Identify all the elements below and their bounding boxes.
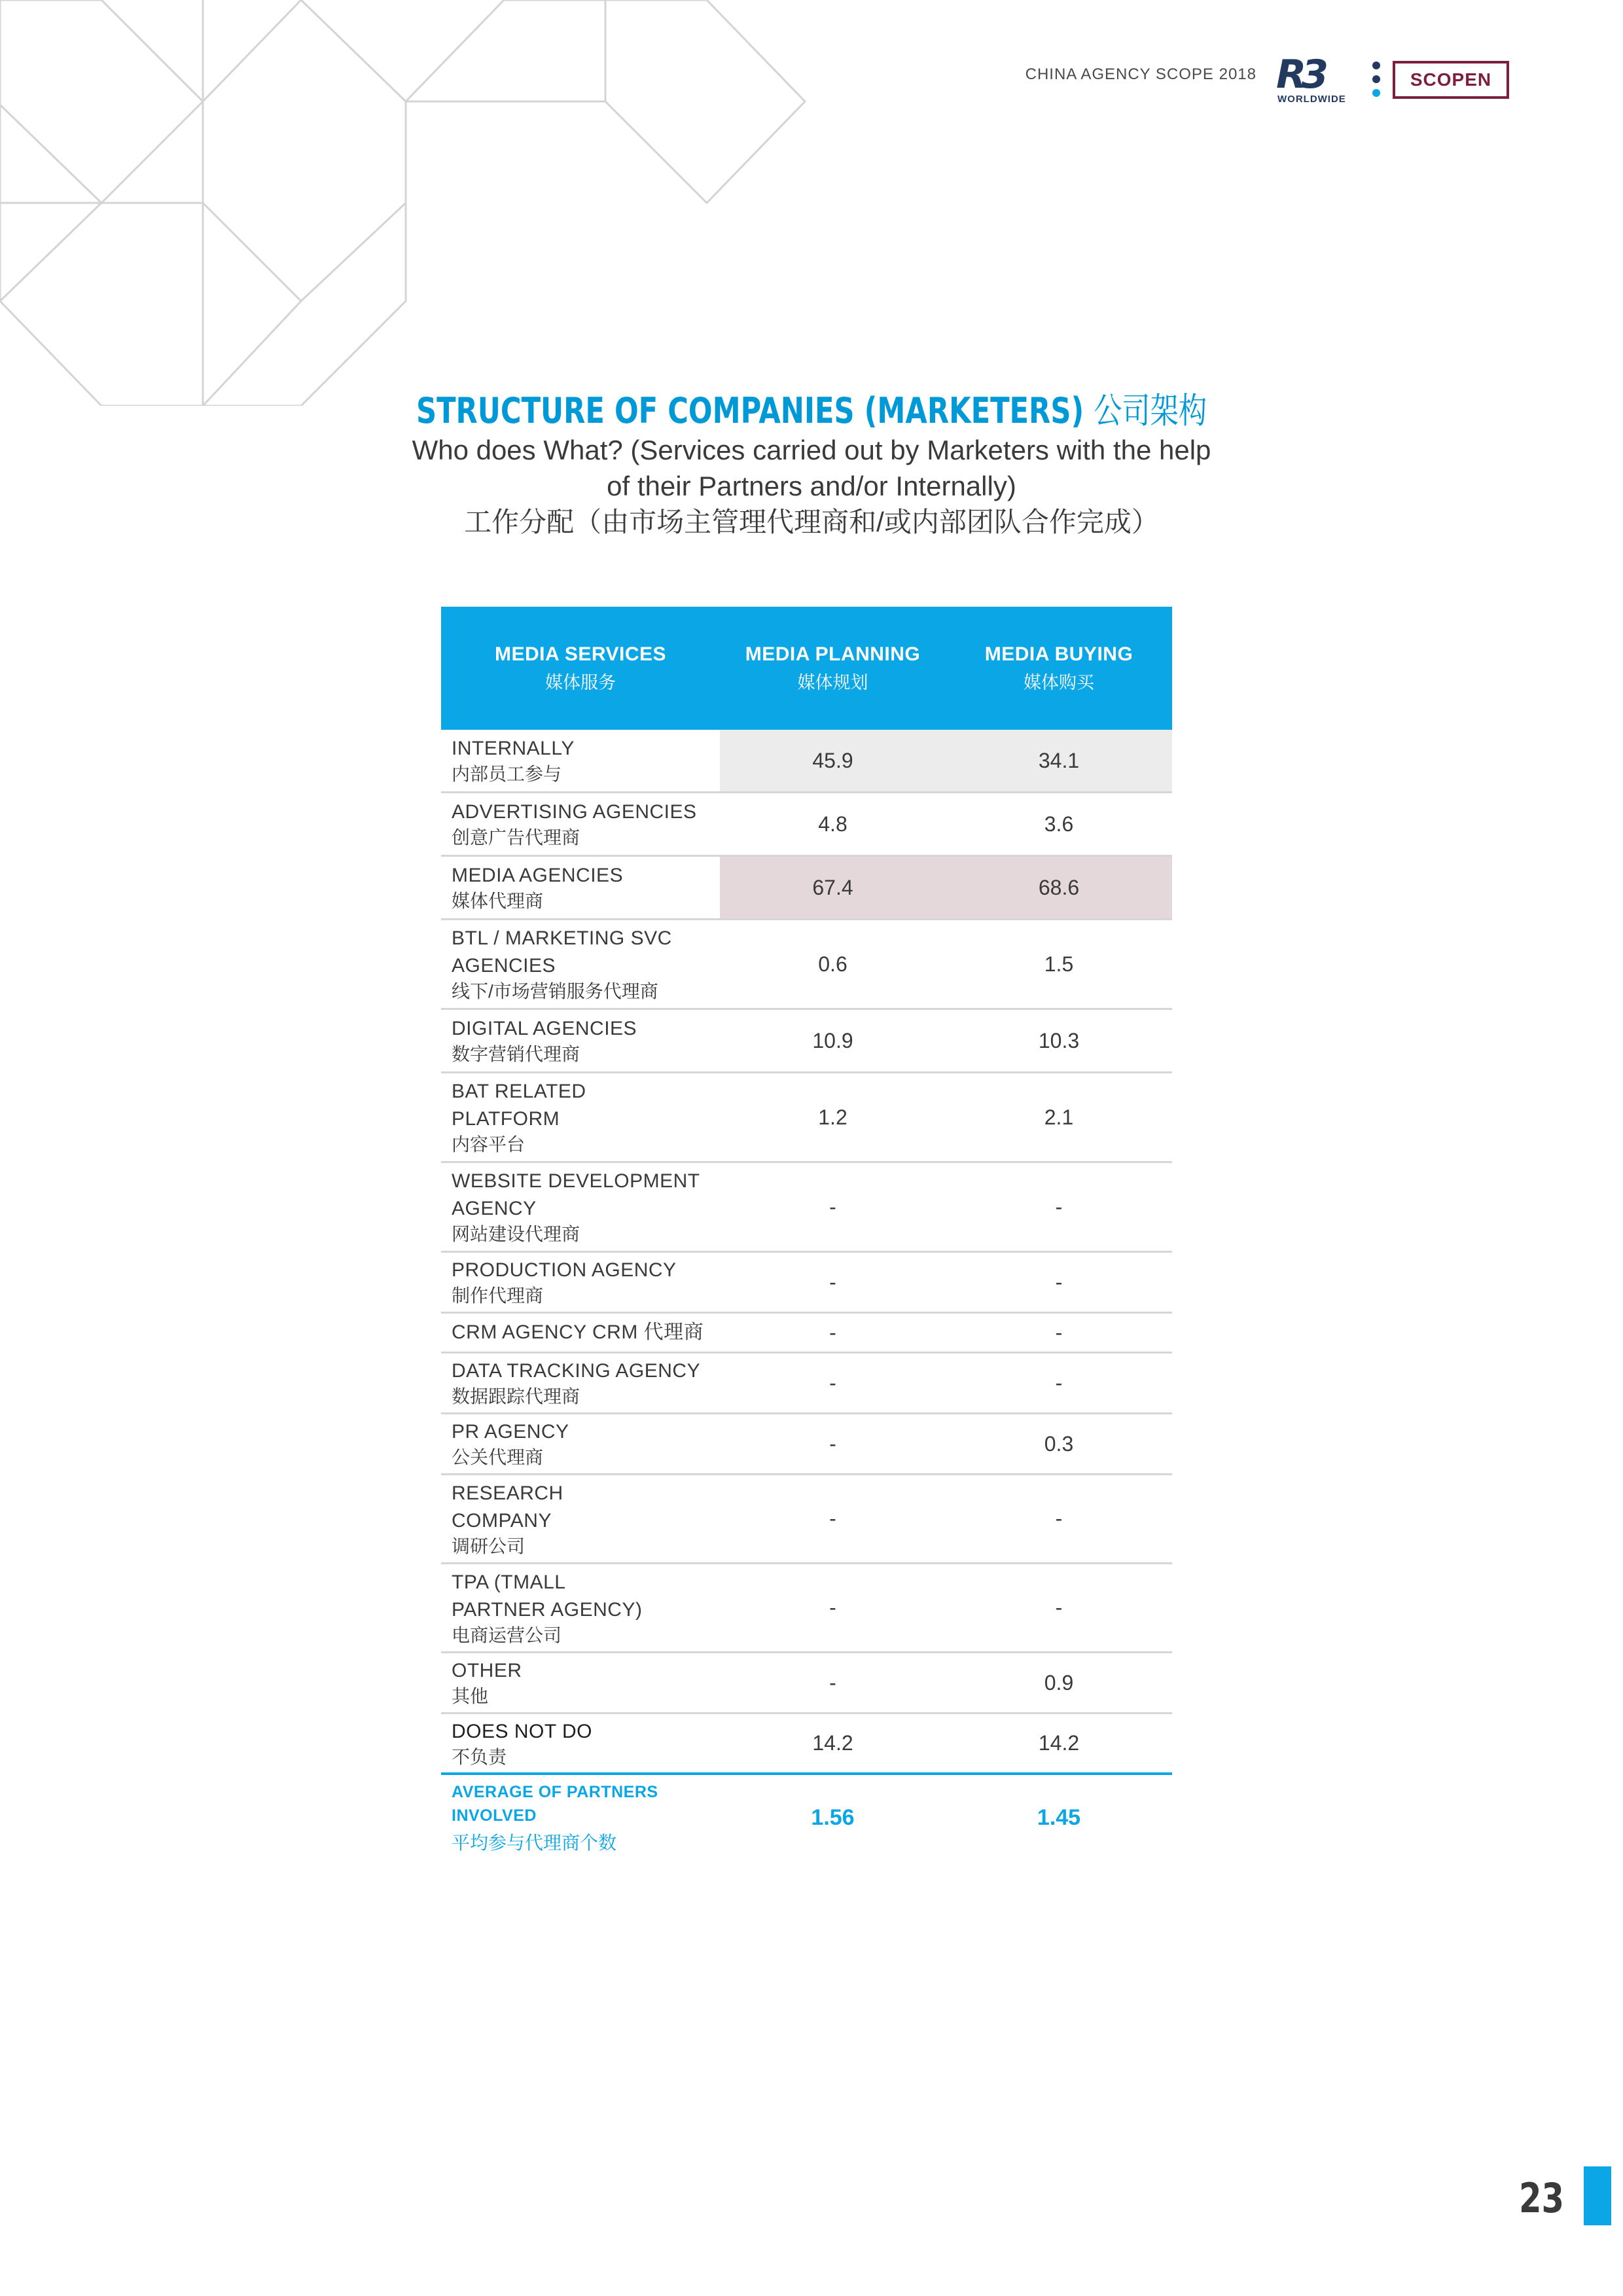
table-row: [441, 1653, 1172, 1714]
column-header-cn: 媒体服务: [545, 672, 616, 692]
row-label-cn: 其他: [452, 1686, 489, 1706]
scopen-logo: SCOPEN: [1393, 61, 1509, 99]
table-row: [441, 1354, 1172, 1414]
media-planning-value: -: [829, 1507, 836, 1530]
media-planning-value: -: [829, 1371, 836, 1395]
media-buying-value: 1.5: [1044, 952, 1074, 976]
column-header-media-planning: [720, 607, 946, 730]
table-row: [441, 857, 1172, 920]
table-header: [441, 607, 1172, 730]
media-buying-value: -: [1055, 1507, 1063, 1530]
row-label-cn: 网站建设代理商: [452, 1224, 580, 1244]
table-row: [441, 920, 1172, 1010]
media-planning-value: 67.4: [720, 857, 946, 918]
media-planning-value: -: [829, 1596, 836, 1619]
media-buying-value: -: [1055, 1270, 1063, 1294]
media-buying-value: 0.9: [1044, 1670, 1074, 1695]
row-label-en: PR AGENCY: [452, 1421, 569, 1443]
row-label-cn: 公关代理商: [452, 1447, 544, 1467]
media-planning-value: 4.8: [818, 812, 847, 836]
column-header-media-buying: [946, 607, 1172, 730]
report-title: CHINA AGENCY SCOPE 2018: [1025, 65, 1257, 83]
table-row: [441, 730, 1172, 793]
table-row: [441, 1414, 1172, 1475]
row-label-en: BTL / MARKETING SVC AGENCIES: [452, 927, 672, 977]
table-row: [441, 1314, 1172, 1354]
decorative-pattern: [0, 0, 812, 406]
media-planning-value: -: [829, 1431, 836, 1456]
media-planning-value: 10.9: [812, 1028, 853, 1052]
page-title-en: STRUCTURE OF COMPANIES (MARKETERS): [416, 390, 1084, 431]
media-buying-value: -: [1055, 1320, 1063, 1344]
row-label-en: DOES NOT DO: [452, 1720, 592, 1742]
media-buying-value: 10.3: [1038, 1028, 1080, 1052]
row-label-en: DATA TRACKING AGENCY: [452, 1360, 701, 1382]
row-label-cn: 数字营销代理商: [452, 1044, 580, 1064]
average-media-buying-value: 1.45: [1037, 1804, 1081, 1830]
row-label-en: PRODUCTION AGENCY: [452, 1259, 677, 1281]
page-title: [162, 383, 1461, 433]
row-label-cn: 调研公司: [452, 1535, 526, 1556]
column-header-media-services: [441, 607, 720, 730]
r3-logo-mark: R3: [1276, 52, 1323, 98]
subtitle-cn: 工作分配（由市场主管理代理商和/或内部团队合作完成）: [464, 507, 1159, 537]
subtitle-line-1: Who does What? (Services carried out by Marketers with the help: [412, 435, 1211, 465]
page-number: 23: [1518, 2174, 1564, 2222]
media-planning-value: 0.6: [818, 952, 847, 976]
column-header-en: MEDIA PLANNING: [745, 643, 921, 665]
row-label-cn: 媒体代理商: [452, 891, 544, 911]
row-label-en: RESEARCH COMPANY: [452, 1482, 563, 1532]
r3-logo-subtext: WORLDWIDE: [1277, 94, 1346, 105]
row-label-en: MEDIA AGENCIES: [452, 865, 624, 886]
media-buying-value: 2.1: [1044, 1105, 1074, 1129]
media-buying-value: 34.1: [946, 730, 1172, 791]
table-row: [441, 1475, 1172, 1564]
dot: [1372, 89, 1380, 97]
row-label-cn: 电商运营公司: [452, 1624, 562, 1645]
table-row: [441, 1010, 1172, 1073]
media-buying-value: 0.3: [1044, 1431, 1074, 1456]
table-row: [441, 793, 1172, 857]
media-buying-value: 68.6: [946, 857, 1172, 918]
media-planning-value: -: [829, 1320, 836, 1344]
media-buying-value: -: [1055, 1596, 1063, 1619]
row-label-en: WEBSITE DEVELOPMENT AGENCY: [452, 1170, 700, 1219]
average-label-cn: 平均参与代理商个数: [452, 1833, 617, 1853]
table-row: [441, 1253, 1172, 1314]
page-marker-bar: [1584, 2166, 1611, 2225]
row-label-cn: 数据跟踪代理商: [452, 1386, 580, 1407]
row-label-en: DIGITAL AGENCIES: [452, 1018, 637, 1039]
media-buying-value: 14.2: [1038, 1731, 1080, 1755]
column-header-en: MEDIA SERVICES: [494, 643, 667, 665]
column-header-cn: 媒体规划: [797, 672, 868, 692]
media-buying-value: 3.6: [1044, 812, 1074, 836]
table-row: [441, 1714, 1172, 1775]
media-planning-value: -: [829, 1670, 836, 1695]
average-row: [441, 1775, 1172, 1860]
row-label-cn: 内部员工参与: [452, 764, 562, 784]
table-row: [441, 1073, 1172, 1163]
row-label-cn: 不负责: [452, 1746, 507, 1767]
subtitle-line-2: of their Partners and/or Internally): [607, 471, 1016, 501]
media-planning-value: -: [829, 1194, 836, 1219]
media-planning-value: 14.2: [812, 1731, 853, 1755]
average-label-en: AVERAGE OF PARTNERS INVOLVED: [452, 1783, 658, 1825]
page-subtitle: [366, 432, 1257, 504]
row-label-en: BAT RELATED PLATFORM: [452, 1081, 586, 1130]
row-label-en: OTHER: [452, 1660, 522, 1681]
row-label-en: TPA (TMALL PARTNER AGENCY): [452, 1571, 643, 1621]
media-services-table: [441, 607, 1172, 1860]
media-buying-value: -: [1055, 1194, 1063, 1219]
row-label-cn: 制作代理商: [452, 1285, 544, 1306]
row-label-cn: 线下/市场营销服务代理商: [452, 981, 658, 1001]
media-planning-value: 1.2: [818, 1105, 847, 1129]
separator-dots-icon: [1372, 62, 1382, 101]
dot: [1372, 62, 1380, 69]
row-label-cn: 创意广告代理商: [452, 827, 580, 848]
media-buying-value: -: [1055, 1371, 1063, 1395]
row-label-en: ADVERTISING AGENCIES: [452, 801, 697, 823]
media-planning-value: 45.9: [720, 730, 946, 791]
dot: [1372, 75, 1380, 83]
column-header-cn: 媒体购买: [1024, 672, 1094, 692]
table-row: [441, 1163, 1172, 1253]
r3-worldwide-logo: [1276, 52, 1364, 105]
media-planning-value: -: [829, 1270, 836, 1294]
page-title-cn: 公司架构: [1094, 390, 1207, 431]
column-header-en: MEDIA BUYING: [984, 643, 1133, 665]
row-label-en: CRM AGENCY CRM 代理商: [452, 1321, 704, 1343]
table-row: [441, 1564, 1172, 1653]
average-media-planning-value: 1.56: [811, 1804, 855, 1830]
row-label-en: INTERNALLY: [452, 738, 575, 759]
row-label-cn: 内容平台: [452, 1134, 526, 1155]
